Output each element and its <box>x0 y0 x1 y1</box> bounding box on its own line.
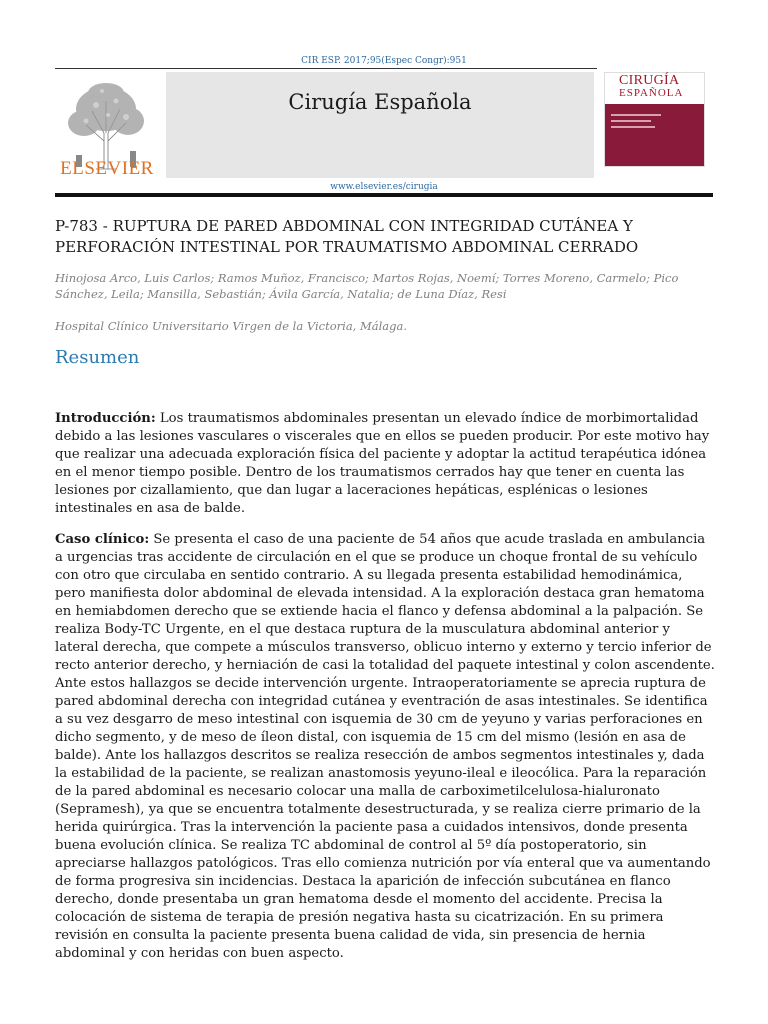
cover-band-line <box>611 114 661 116</box>
article-affiliation: Hospital Clínico Universitario Virgen de la Victoria, Málaga. <box>55 319 408 333</box>
cover-title: CIRUGÍA <box>619 73 680 88</box>
citation: CIR ESP. 2017;95(Espec Congr):951 <box>301 56 467 66</box>
journal-title-box <box>166 72 594 178</box>
journal-url-link[interactable]: www.elsevier.es/cirugia <box>330 182 438 192</box>
case-text: Se presenta el caso de una paciente de 54 años que acude traslada en ambulancia a urgencias tras accidente de circulación en el que se produce un choque frontal de su vehículo con otro que circulaba en sentido contrario. A su llegada presenta estabilidad hemodinámica, pero manifiesta dolor abdominal de elevada intensidad. A la exploración destaca gran hematoma en hemiabdomen derecho que se extiende hacia el flanco y defensa abdominal a la palpación. Se realiza Body-TC Urgente, en el que destaca ruptura de la musculatura abdominal anterior y lateral derecha, que compete a músculos transverso, oblicuo interno y externo y tercio inferior de recto anterior derecho, y herniación de casi la totalidad del paquete intestinal y colon ascendente. Ante estos hallazgos se decide intervención urgente. Intraoperatoriamente se aprecia ruptura de pared abdominal derecha con integridad cutánea y eventración de asas intestinales. Se identifica a su vez desgarro de meso intestinal con isquemia de 30 cm de yeyuno y varias perforaciones en dicho segmento, y de meso de íleon distal, con isquemia de 15 cm del mismo (lesión en asa de balde). Ante los hallazgos descritos se realiza resección de ambos segmentos intestinales y, dada la estabilidad de la paciente, se realizan anastomosis yeyuno-ileal e ileocólica. Para la reparación de la pared abdominal es necesario colocar una malla de carboximetilcelulosa-hialuronato (Sepramesh), ya que se encuentra totalmente desestructurada, y se realiza cierre primario de la herida quirúrgica. Tras la intervención la paciente pasa a cuidados intensivos, donde presenta buena evolución clínica. Se realiza TC abdominal de control al 5º día postoperatorio, sin apreciarse hallazgos patológicos. Tras ello comienza nutrición por vía enteral que va aumentando de forma progresiva sin incidencias. Destaca la aparición de infección subcutánea en flanco derecho, donde presentaba un gran hematoma desde el momento del accidente. Precisa la colocación de sistema de terapia de presión negativa hasta su cicatrización. En su primera revisión en consulta la paciente presenta buena calidad de vida, sin presencia de hernia abdominal y con heridas con buen aspecto. <box>55 532 715 961</box>
cover-band-line <box>611 126 655 128</box>
case-paragraph <box>55 531 717 963</box>
cover-band <box>605 104 704 166</box>
header-rule-top <box>55 68 597 69</box>
article-authors: Hinojosa Arco, Luis Carlos; Ramos Muñoz, Francisco; Martos Rojas, Noemí; Torres Moreno, Carmelo; Pico Sánchez, Leila; Mansilla, Sebastián; Ávila García, Natalia; de Luna Díaz, Resi <box>55 271 679 301</box>
section-heading: Resumen <box>55 347 140 368</box>
cover-subtitle: ESPAÑOLA <box>619 87 684 99</box>
intro-paragraph <box>55 410 717 518</box>
publisher-logo-text: ELSEVIER <box>60 158 154 179</box>
journal-title: Cirugía Española <box>288 90 472 114</box>
intro-label: Introducción: <box>55 411 156 426</box>
header-rule-bottom <box>55 193 713 197</box>
case-label: Caso clínico: <box>55 532 150 547</box>
intro-text: Los traumatismos abdominales presentan un elevado índice de morbimortalidad debido a las lesiones vasculares o viscerales que en ellos se pueden producir. Por este motivo hay que realizar una adecuada exploración física del paciente y adoptar la actitud terapéutica idónea en el menor tiempo posible. Dentro de los traumatismos cerrados hay que tener en cuenta las lesiones por cizallamiento, que dan lugar a laceraciones hepáticas, esplénicas o lesiones intestinales en asa de balde. <box>55 411 710 516</box>
journal-cover <box>604 72 705 167</box>
cover-band-line <box>611 120 651 122</box>
article-title: P-783 - RUPTURA DE PARED ABDOMINAL CON INTEGRIDAD CUTÁNEA Y PERFORACIÓN INTESTINAL POR TRAUMATISMO ABDOMINAL CERRADO <box>55 217 639 256</box>
